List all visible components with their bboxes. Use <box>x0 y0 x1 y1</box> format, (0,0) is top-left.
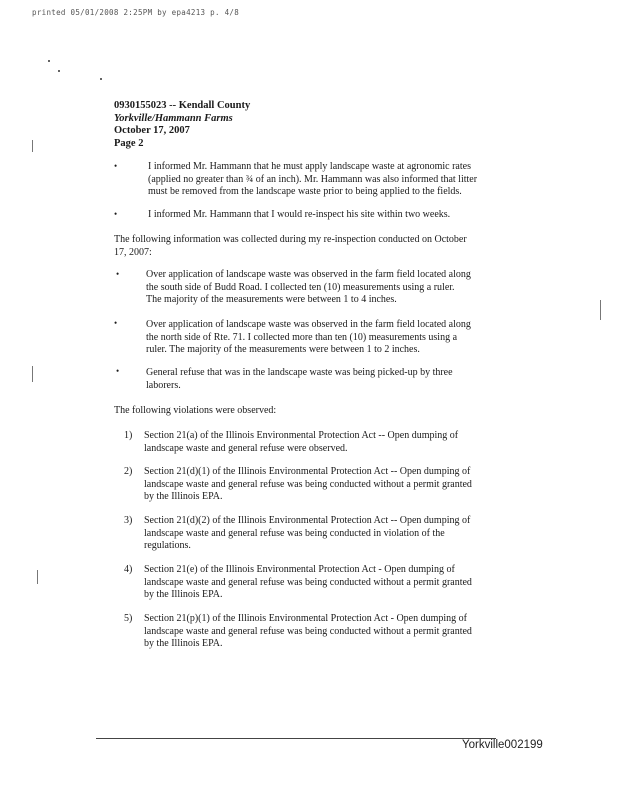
violation-line: regulations. <box>144 540 191 551</box>
paragraph-line: 17, 2007: <box>114 246 152 258</box>
bullet-item <box>148 209 548 222</box>
bullet-line: The majority of the measurements were between 1 to 4 inches. <box>146 294 397 305</box>
violation-line: landscape waste and general refuse was being conducted without a permit granted <box>144 625 472 637</box>
paragraph-line: The following information was collected during my re-inspection conducted on October <box>114 234 467 245</box>
bullet-line: I informed Mr. Hammann that he must apply landscape waste at agronomic rates <box>148 161 471 172</box>
bullet-line: General refuse that was in the landscape waste was being picked-up by three <box>146 367 453 378</box>
bates-number: Yorkville002199 <box>462 739 543 751</box>
heading-page-number: Page 2 <box>114 137 144 149</box>
heading-date: October 17, 2007 <box>114 125 190 136</box>
bullet-item <box>146 319 546 357</box>
bullet-mark: • <box>116 269 120 279</box>
scan-edge-mark <box>32 366 33 382</box>
violation-item <box>124 613 514 651</box>
violation-line: Section 21(d)(2) of the Illinois Environmental Protection Act -- Open dumping of <box>144 515 471 526</box>
bullet-item <box>148 161 548 199</box>
violations-intro: The following violations were observed: <box>114 405 277 416</box>
violation-line: landscape waste and general refuse was being conducted without a permit granted <box>144 478 472 490</box>
scan-speck <box>58 70 60 72</box>
fax-header: printed 05/01/2008 2:25PM by epa4213 p. 4/8 <box>32 8 240 17</box>
violation-line: Section 21(p)(1) of the Illinois Environmental Protection Act - Open dumping of <box>144 613 467 624</box>
violation-line: Section 21(a) of the Illinois Environmental Protection Act -- Open dumping of <box>144 430 459 441</box>
bullet-mark: • <box>114 318 118 328</box>
bullet-line: the south side of Budd Road. I collected ten (10) measurements using a ruler. <box>146 281 455 293</box>
bullet-line: (applied no greater than ¾ of an inch). Mr. Hammann was also informed that litter <box>148 173 478 185</box>
violation-line: Section 21(e) of the Illinois Environmental Protection Act - Open dumping of <box>144 564 455 575</box>
violation-line: Section 21(d)(1) of the Illinois Environmental Protection Act -- Open dumping of <box>144 466 471 477</box>
reinspection-intro <box>114 234 534 259</box>
bullet-line: the north side of Rte. 71. I collected more than ten (10) measurements using a <box>146 331 458 343</box>
heading-case-id: 0930155023 -- Kendall County <box>114 100 251 111</box>
violation-item <box>124 515 514 553</box>
violation-number: 4) <box>124 564 133 575</box>
bullet-item <box>146 367 546 392</box>
document-heading <box>114 100 250 150</box>
scan-speck <box>48 60 50 62</box>
violation-number: 1) <box>124 430 133 441</box>
scan-edge-mark <box>37 570 38 584</box>
footer-rule <box>96 738 496 739</box>
bullet-mark: • <box>114 161 118 171</box>
scan-edge-mark <box>32 140 33 152</box>
scan-speck <box>100 78 102 80</box>
violation-line: by the Illinois EPA. <box>144 589 223 600</box>
violation-number: 3) <box>124 515 133 526</box>
violation-number: 5) <box>124 613 133 624</box>
bullet-line: laborers. <box>146 379 181 391</box>
violation-line: by the Illinois EPA. <box>144 638 223 649</box>
bullet-mark: • <box>114 209 118 219</box>
bullet-item <box>146 269 546 307</box>
bullet-line: Over application of landscape waste was observed in the farm field located along <box>146 319 471 330</box>
violation-line: landscape waste and general refuse was being conducted in violation of the <box>144 527 445 539</box>
bullet-line: I informed Mr. Hammann that I would re-inspect his site within two weeks. <box>148 209 451 220</box>
violation-line: by the Illinois EPA. <box>144 491 223 502</box>
bullet-mark: • <box>116 366 120 376</box>
bullet-line: ruler. The majority of the measurements were between 1 to 2 inches. <box>146 344 420 355</box>
violation-item <box>124 466 514 504</box>
violation-item <box>124 430 514 455</box>
heading-site-name: Yorkville/Hammann Farms <box>114 112 233 124</box>
bullet-line: Over application of landscape waste was observed in the farm field located along <box>146 269 471 280</box>
bullet-line: must be removed from the landscape waste prior to being applied to the fields. <box>148 186 462 197</box>
violation-number: 2) <box>124 466 133 477</box>
violation-item <box>124 564 514 602</box>
violation-line: landscape waste and general refuse was being conducted without a permit granted <box>144 576 472 588</box>
scan-edge-mark <box>600 300 601 320</box>
violation-line: landscape waste and general refuse were observed. <box>144 442 348 454</box>
